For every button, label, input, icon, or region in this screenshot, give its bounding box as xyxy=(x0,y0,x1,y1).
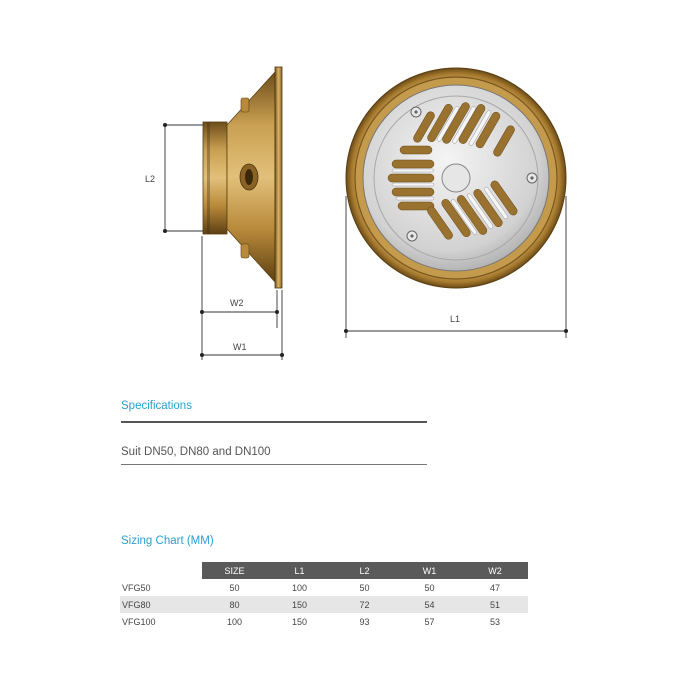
dimension-l2 xyxy=(163,125,203,231)
table-cell: 150 xyxy=(267,596,332,613)
column-header-l2: L2 xyxy=(332,562,397,579)
dimension-label-l2: L2 xyxy=(145,174,156,184)
table-cell: 93 xyxy=(359,616,370,627)
table-cell-model: VFG100 xyxy=(122,616,156,627)
table-cell: 50 xyxy=(424,582,435,593)
column-header xyxy=(120,562,202,579)
table-cell: 53 xyxy=(489,616,500,627)
table-cell: 100 xyxy=(226,616,243,627)
divider xyxy=(121,464,427,465)
table-cell-model: VFG80 xyxy=(120,596,202,613)
column-header-w1: W1 xyxy=(397,562,462,579)
table-cell: 100 xyxy=(291,582,308,593)
table-cell: 54 xyxy=(397,596,462,613)
specifications-text: Suit DN50, DN80 and DN100 xyxy=(121,446,271,458)
specifications-title: Specifications xyxy=(121,400,192,412)
table-cell: 50 xyxy=(359,582,370,593)
column-header-l1: L1 xyxy=(267,562,332,579)
table-cell: 72 xyxy=(332,596,397,613)
dimension-label-w2: W2 xyxy=(230,298,244,308)
table-header-row xyxy=(120,562,528,579)
table-cell: 80 xyxy=(202,596,267,613)
table-row xyxy=(120,613,528,630)
table-cell: 57 xyxy=(424,616,435,627)
column-header-size: SIZE xyxy=(202,562,267,579)
column-header-w2: W2 xyxy=(462,562,528,579)
sizing-chart-table xyxy=(120,562,528,630)
table-cell: 47 xyxy=(489,582,500,593)
sizing-chart-title: Sizing Chart (MM) xyxy=(121,535,214,547)
divider xyxy=(121,421,427,423)
table-row xyxy=(120,579,528,596)
table-cell: 50 xyxy=(229,582,240,593)
side-view xyxy=(203,67,282,288)
table-cell-model: VFG50 xyxy=(122,582,151,593)
table-row xyxy=(120,596,528,613)
table-cell: 150 xyxy=(291,616,308,627)
dimension-label-w1: W1 xyxy=(233,342,247,352)
dimension-label-l1: L1 xyxy=(450,314,461,324)
table-cell: 51 xyxy=(462,596,528,613)
front-view-grate xyxy=(346,68,566,288)
